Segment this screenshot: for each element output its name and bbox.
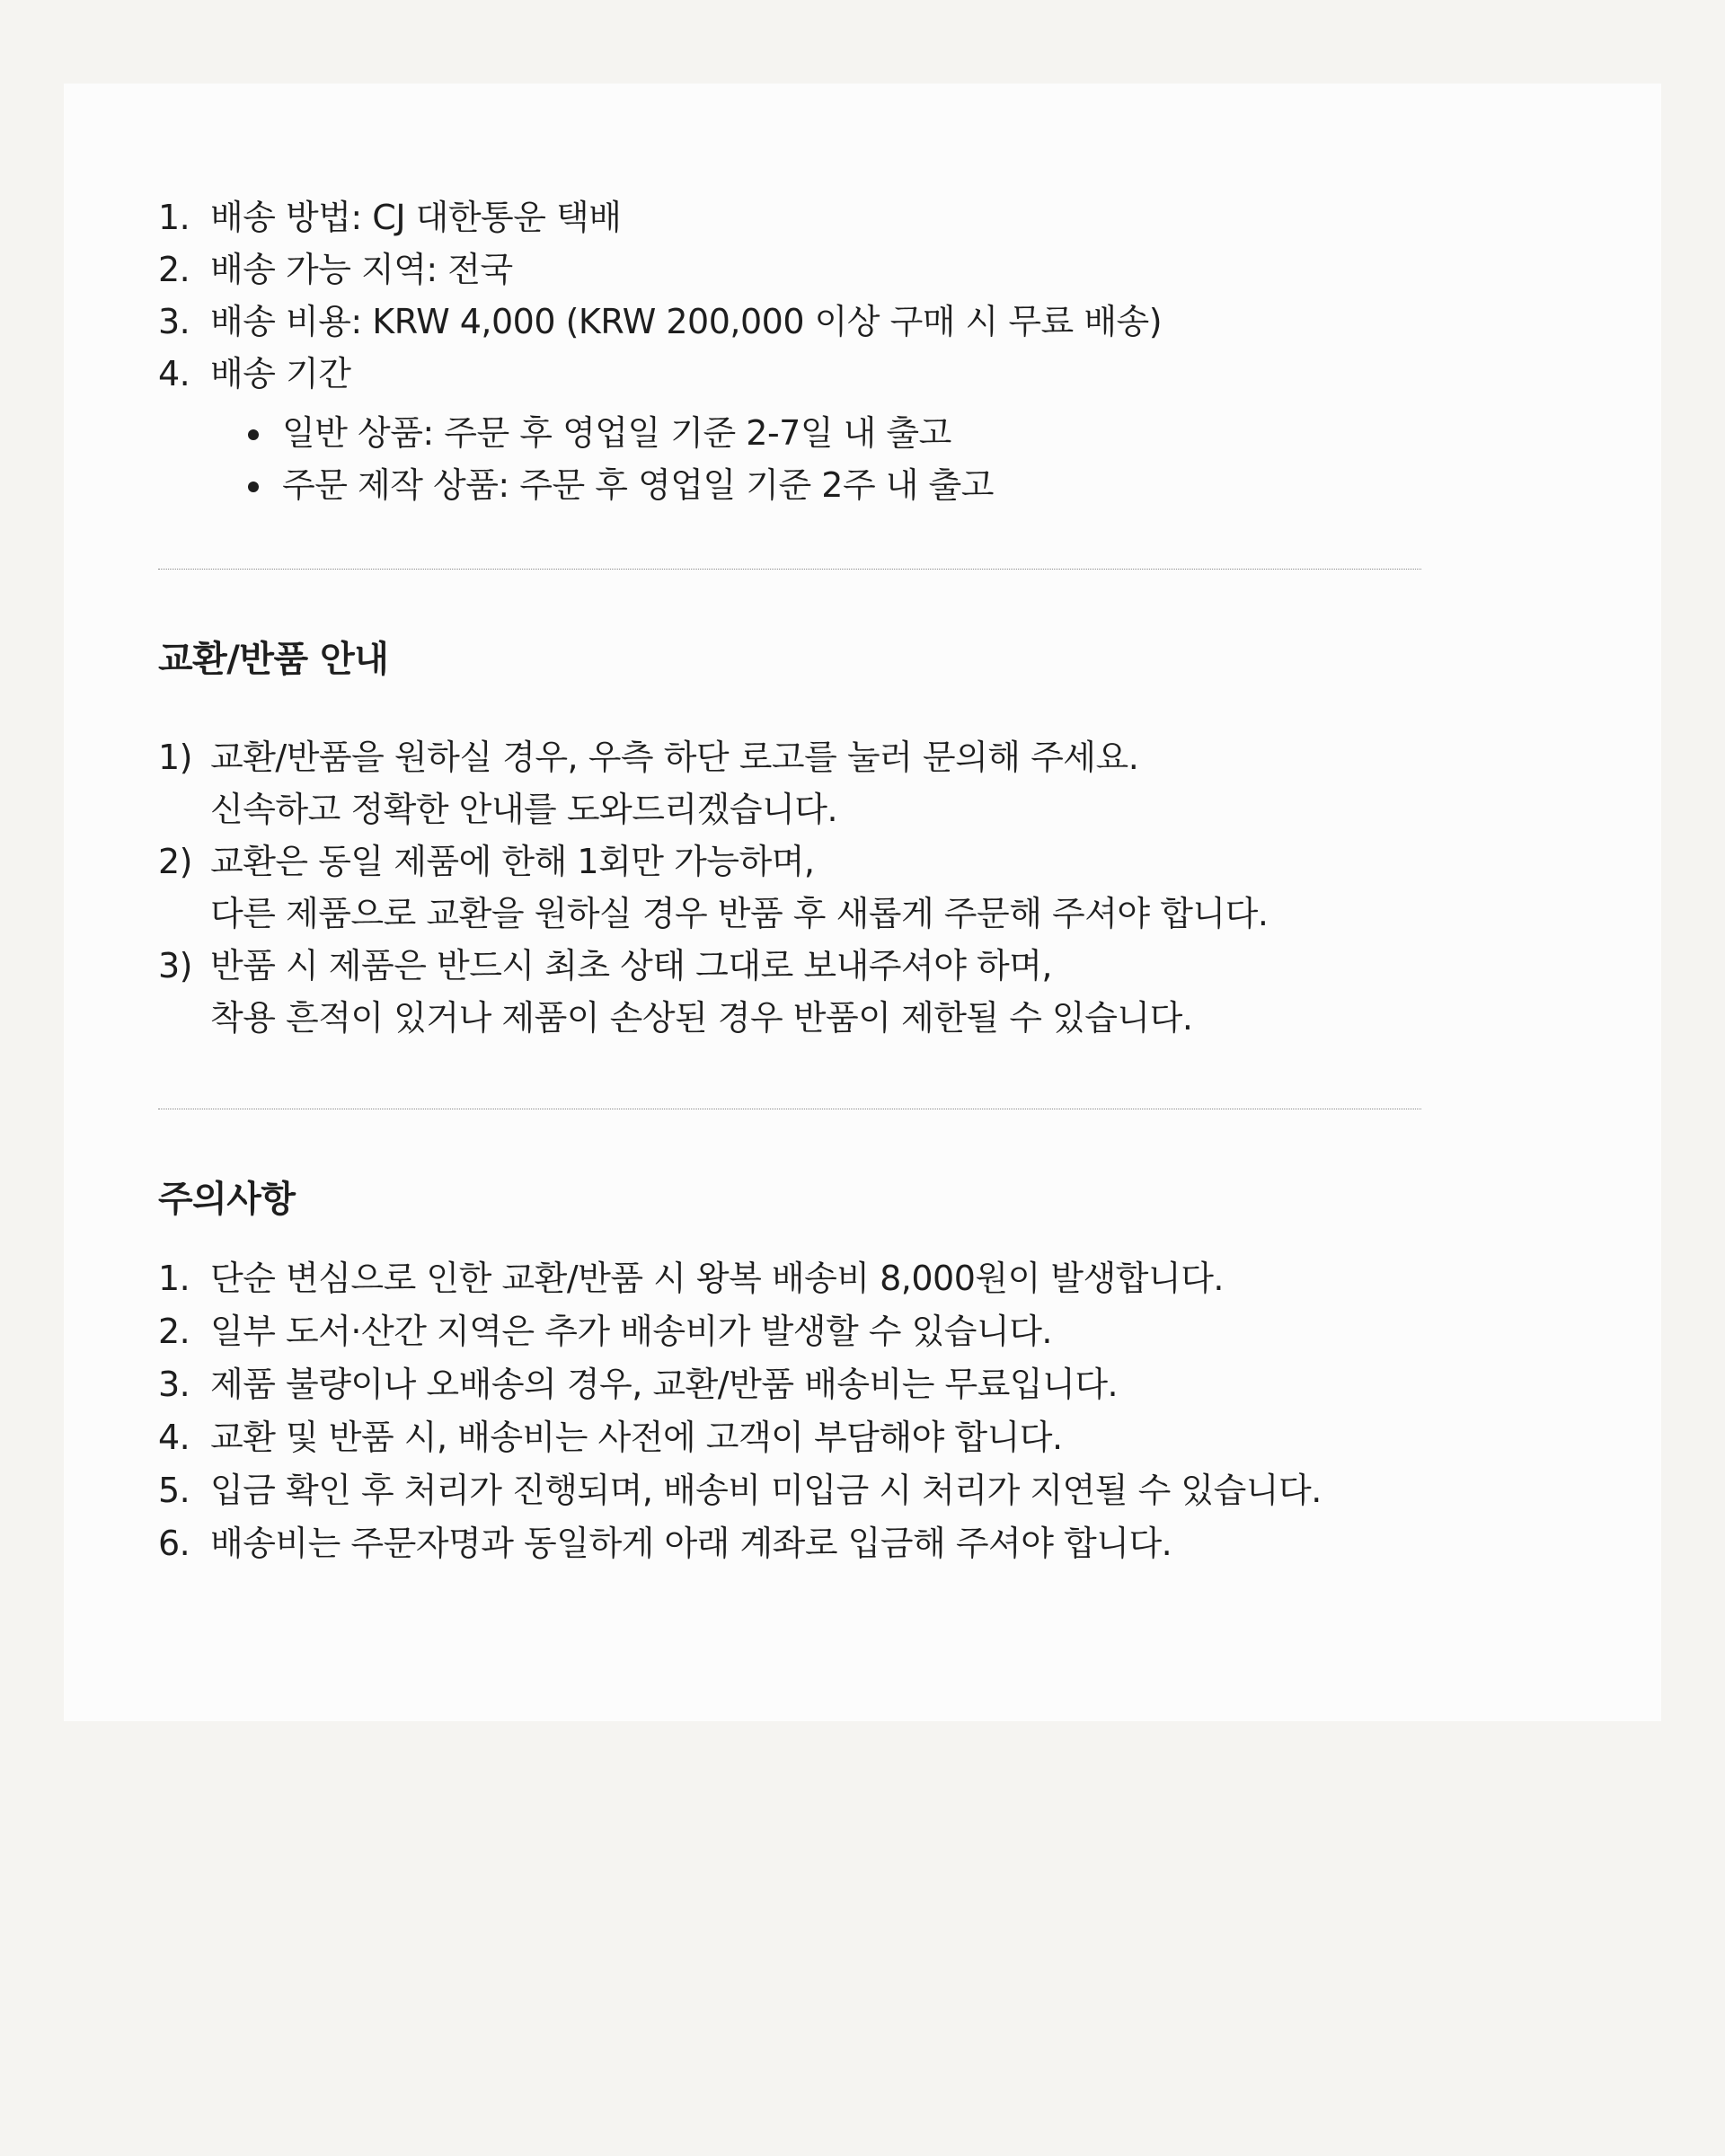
exchange-list xyxy=(158,731,1421,1044)
shipping-subitem-custom xyxy=(158,459,1421,511)
list-text: 교환은 동일 제품에 한해 1회만 가능하며, xyxy=(210,842,815,881)
shipping-item-cost xyxy=(158,296,1421,348)
list-number: 1. xyxy=(158,198,190,237)
policy-card xyxy=(64,84,1661,1721)
exchange-heading: 교환/반품 안내 xyxy=(158,639,389,680)
list-number: 3. xyxy=(158,302,190,341)
shipping-item-method xyxy=(158,191,1421,243)
list-number: 4. xyxy=(158,354,190,393)
list-number: 1) xyxy=(158,738,193,777)
policy-content xyxy=(158,164,1421,1570)
list-number: 2. xyxy=(158,1312,190,1351)
list-text: 다른 제품으로 교환을 원하실 경우 반품 후 새롭게 주문해 주셔야 합니다. xyxy=(210,894,1269,933)
section-divider xyxy=(158,569,1421,570)
list-text: 교환/반품을 원하실 경우, 우측 하단 로고를 눌러 문의해 주세요. xyxy=(210,738,1139,777)
list-number: 2) xyxy=(158,842,193,881)
list-text: 일부 도서·산간 지역은 추가 배송비가 발생할 수 있습니다. xyxy=(210,1312,1052,1351)
shipping-list xyxy=(158,191,1421,511)
bullet-icon xyxy=(248,429,259,440)
list-text: 제품 불량이나 오배송의 경우, 교환/반품 배송비는 무료입니다. xyxy=(210,1365,1119,1404)
list-text: 반품 시 제품은 반드시 최초 상태 그대로 보내주셔야 하며, xyxy=(210,946,1052,985)
notice-item-6 xyxy=(158,1517,1421,1570)
list-number: 3) xyxy=(158,946,193,985)
list-text: 배송 비용: KRW 4,000 (KRW 200,000 이상 구매 시 무료 배송) xyxy=(210,302,1163,341)
notice-item-1 xyxy=(158,1252,1421,1305)
notice-item-5 xyxy=(158,1464,1421,1517)
exchange-item-1 xyxy=(158,731,1421,835)
notice-item-4 xyxy=(158,1411,1421,1464)
list-number: 5. xyxy=(158,1471,190,1510)
list-number: 4. xyxy=(158,1418,190,1457)
shipping-subitem-regular xyxy=(158,407,1421,459)
list-text: 착용 흔적이 있거나 제품이 손상된 경우 반품이 제한될 수 있습니다. xyxy=(210,998,1193,1038)
exchange-item-2 xyxy=(158,835,1421,940)
list-text: 일반 상품: 주문 후 영업일 기준 2-7일 내 출고 xyxy=(282,413,951,453)
list-number: 2. xyxy=(158,250,190,289)
shipping-item-region xyxy=(158,243,1421,296)
list-text: 입금 확인 후 처리가 진행되며, 배송비 미입금 시 처리가 지연될 수 있습니다. xyxy=(210,1471,1322,1510)
list-text: 배송 가능 지역: 전국 xyxy=(210,250,513,289)
bullet-icon xyxy=(248,482,259,492)
notice-item-2 xyxy=(158,1305,1421,1358)
list-text: 배송 방법: CJ 대한통운 택배 xyxy=(210,198,622,237)
list-text: 교환 및 반품 시, 배송비는 사전에 고객이 부담해야 합니다. xyxy=(210,1418,1063,1457)
list-number: 6. xyxy=(158,1524,190,1563)
shipping-item-period xyxy=(158,348,1421,400)
notice-item-3 xyxy=(158,1358,1421,1411)
notice-heading: 주의사항 xyxy=(158,1179,296,1220)
list-text: 단순 변심으로 인한 교환/반품 시 왕복 배송비 8,000원이 발생합니다. xyxy=(210,1259,1225,1298)
list-number: 1. xyxy=(158,1259,190,1298)
notice-list xyxy=(158,1252,1421,1570)
list-text: 신속하고 정확한 안내를 도와드리겠습니다. xyxy=(210,790,838,829)
exchange-item-3 xyxy=(158,940,1421,1044)
list-number: 3. xyxy=(158,1365,190,1404)
list-text: 주문 제작 상품: 주문 후 영업일 기준 2주 내 출고 xyxy=(282,465,994,505)
list-text: 배송비는 주문자명과 동일하게 아래 계좌로 입금해 주셔야 합니다. xyxy=(210,1524,1172,1563)
list-text: 배송 기간 xyxy=(210,354,351,393)
